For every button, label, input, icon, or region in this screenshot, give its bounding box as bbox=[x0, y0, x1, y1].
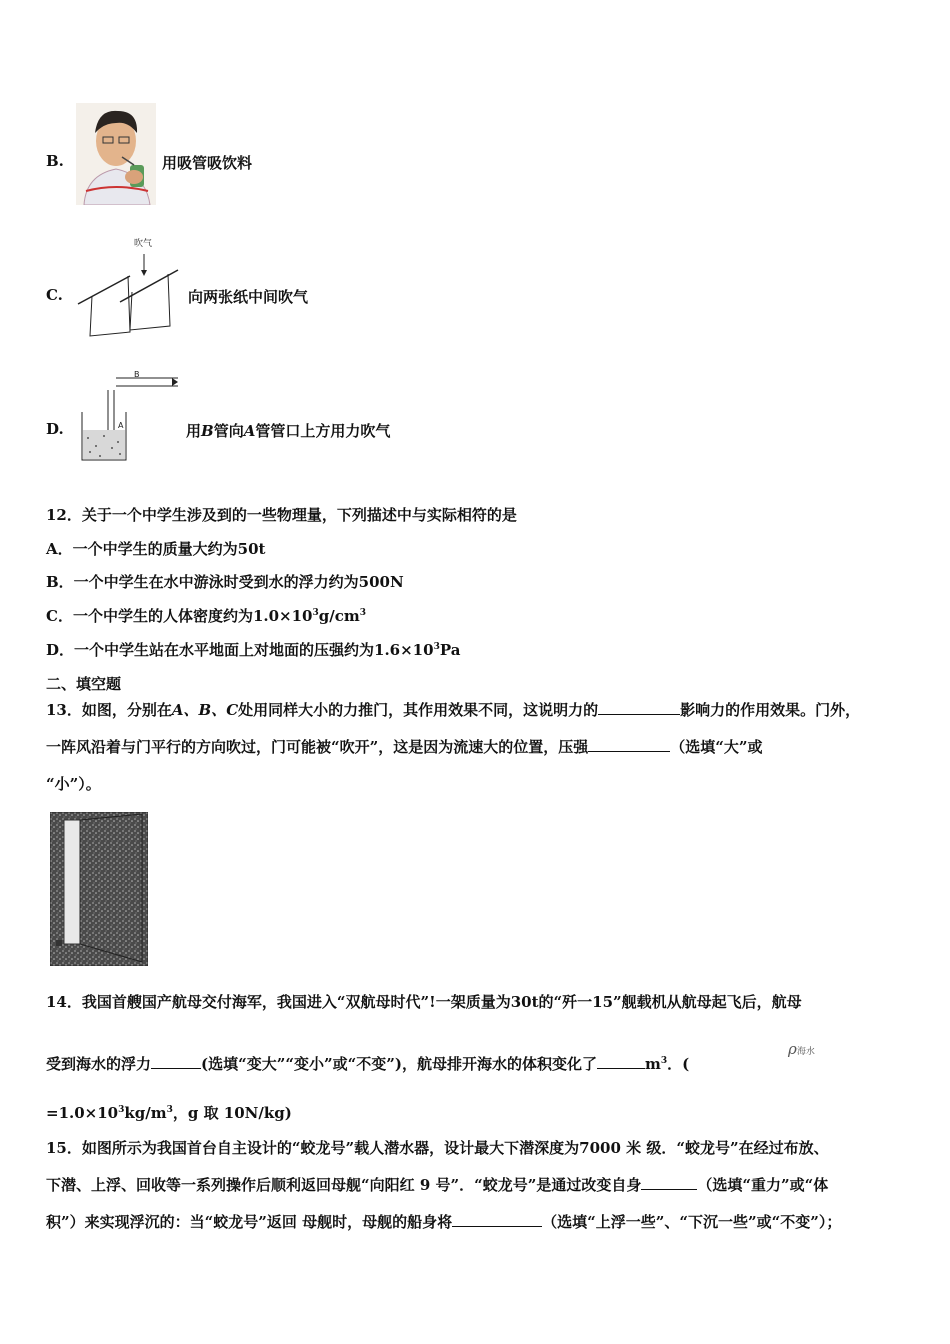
q13-blank-2[interactable] bbox=[588, 737, 670, 752]
q15-blank-1[interactable] bbox=[641, 1175, 697, 1190]
q12-option-a: A．一个中学生的质量大约为50t bbox=[46, 540, 266, 558]
q13-blank-1[interactable] bbox=[598, 700, 680, 715]
option-c-text: 向两张纸中间吹气 bbox=[188, 288, 309, 306]
q12-stem: 12．关于一个中学生涉及到的一些物理量，下列描述中与实际相符的是 bbox=[46, 506, 517, 524]
q14-blank-2[interactable] bbox=[597, 1054, 645, 1069]
option-d-letter: D. bbox=[46, 420, 64, 438]
q15-line3: 积”）来实现浮沉的：当“蛟龙号”返回 母舰时，母舰的船身将 （选填“上浮一些”、“下沉一些”或“不变”）； bbox=[46, 1213, 842, 1231]
section-title: 二、填空题 bbox=[46, 675, 122, 693]
q15-blank-2[interactable] bbox=[452, 1212, 542, 1227]
q15-line1: 15．如图所示为我国首台自主设计的“蛟龙号”载人潜水器，设计最大下潜深度为7000 米 级．“蛟龙号”在经过布放、 bbox=[46, 1139, 829, 1157]
q12-option-c: C．一个中学生的人体密度约为$1.0\times 10^3g/cm^3$ bbox=[46, 607, 366, 625]
rho-seawater: ρ海水 bbox=[788, 1040, 815, 1058]
option-b-letter: B. bbox=[46, 152, 64, 170]
option-b-text: 用吸管吸饮料 bbox=[162, 154, 253, 172]
option-d-text: 用B管向A管管口上方用力吹气 bbox=[186, 422, 391, 440]
tube-b-label: B bbox=[134, 370, 140, 379]
q13-line2: 一阵风沿着与门平行的方向吹过，门可能被“吹开”，这是因为流速大的位置，压强 （选填“大”或 bbox=[46, 738, 763, 756]
q14-blank-1[interactable] bbox=[151, 1054, 201, 1069]
option-c-letter: C. bbox=[46, 286, 63, 304]
q12-option-b: B．一个中学生在水中游泳时受到水的浮力约为500N bbox=[46, 573, 404, 591]
q14-line3: $=1.0\times 10^3kg/m^3$，g 取 10N/kg) bbox=[46, 1104, 292, 1122]
q14-line2: 受到海水的浮力 (选填“变大”“变小”或“不变”)，航母排开海水的体积变化了 $m^3$．( bbox=[46, 1055, 690, 1073]
q13-line3: “小”）。 bbox=[46, 775, 101, 793]
door-image bbox=[50, 812, 148, 966]
two-papers-figure bbox=[70, 232, 185, 340]
tube-a-label: A bbox=[118, 421, 124, 430]
q15-line2: 下潜、上浮、回收等一系列操作后顺利返回母舰“向阳红 9 号”．“蛟龙号”是通过改变自身 （选填“重力”或“体 bbox=[46, 1176, 829, 1194]
q14-line1: 14．我国首艘国产航母交付海军，我国进入“双航母时代”!一架质量为30t的“歼一15”舰载机从航母起飞后，航母 bbox=[46, 993, 802, 1011]
tube-blow-figure bbox=[78, 368, 182, 464]
boy-drinking-image bbox=[76, 103, 156, 205]
q13-line1: 13．如图，分别在A、B、C处用同样大小的力推门，其作用效果不同，这说明力的 影响力的作用效果。门外， bbox=[46, 701, 861, 719]
blow-label: 吹气 bbox=[134, 239, 153, 249]
q12-option-d: D．一个中学生站在水平地面上对地面的压强约为$1.6\times 10^3Pa$ bbox=[46, 641, 461, 659]
